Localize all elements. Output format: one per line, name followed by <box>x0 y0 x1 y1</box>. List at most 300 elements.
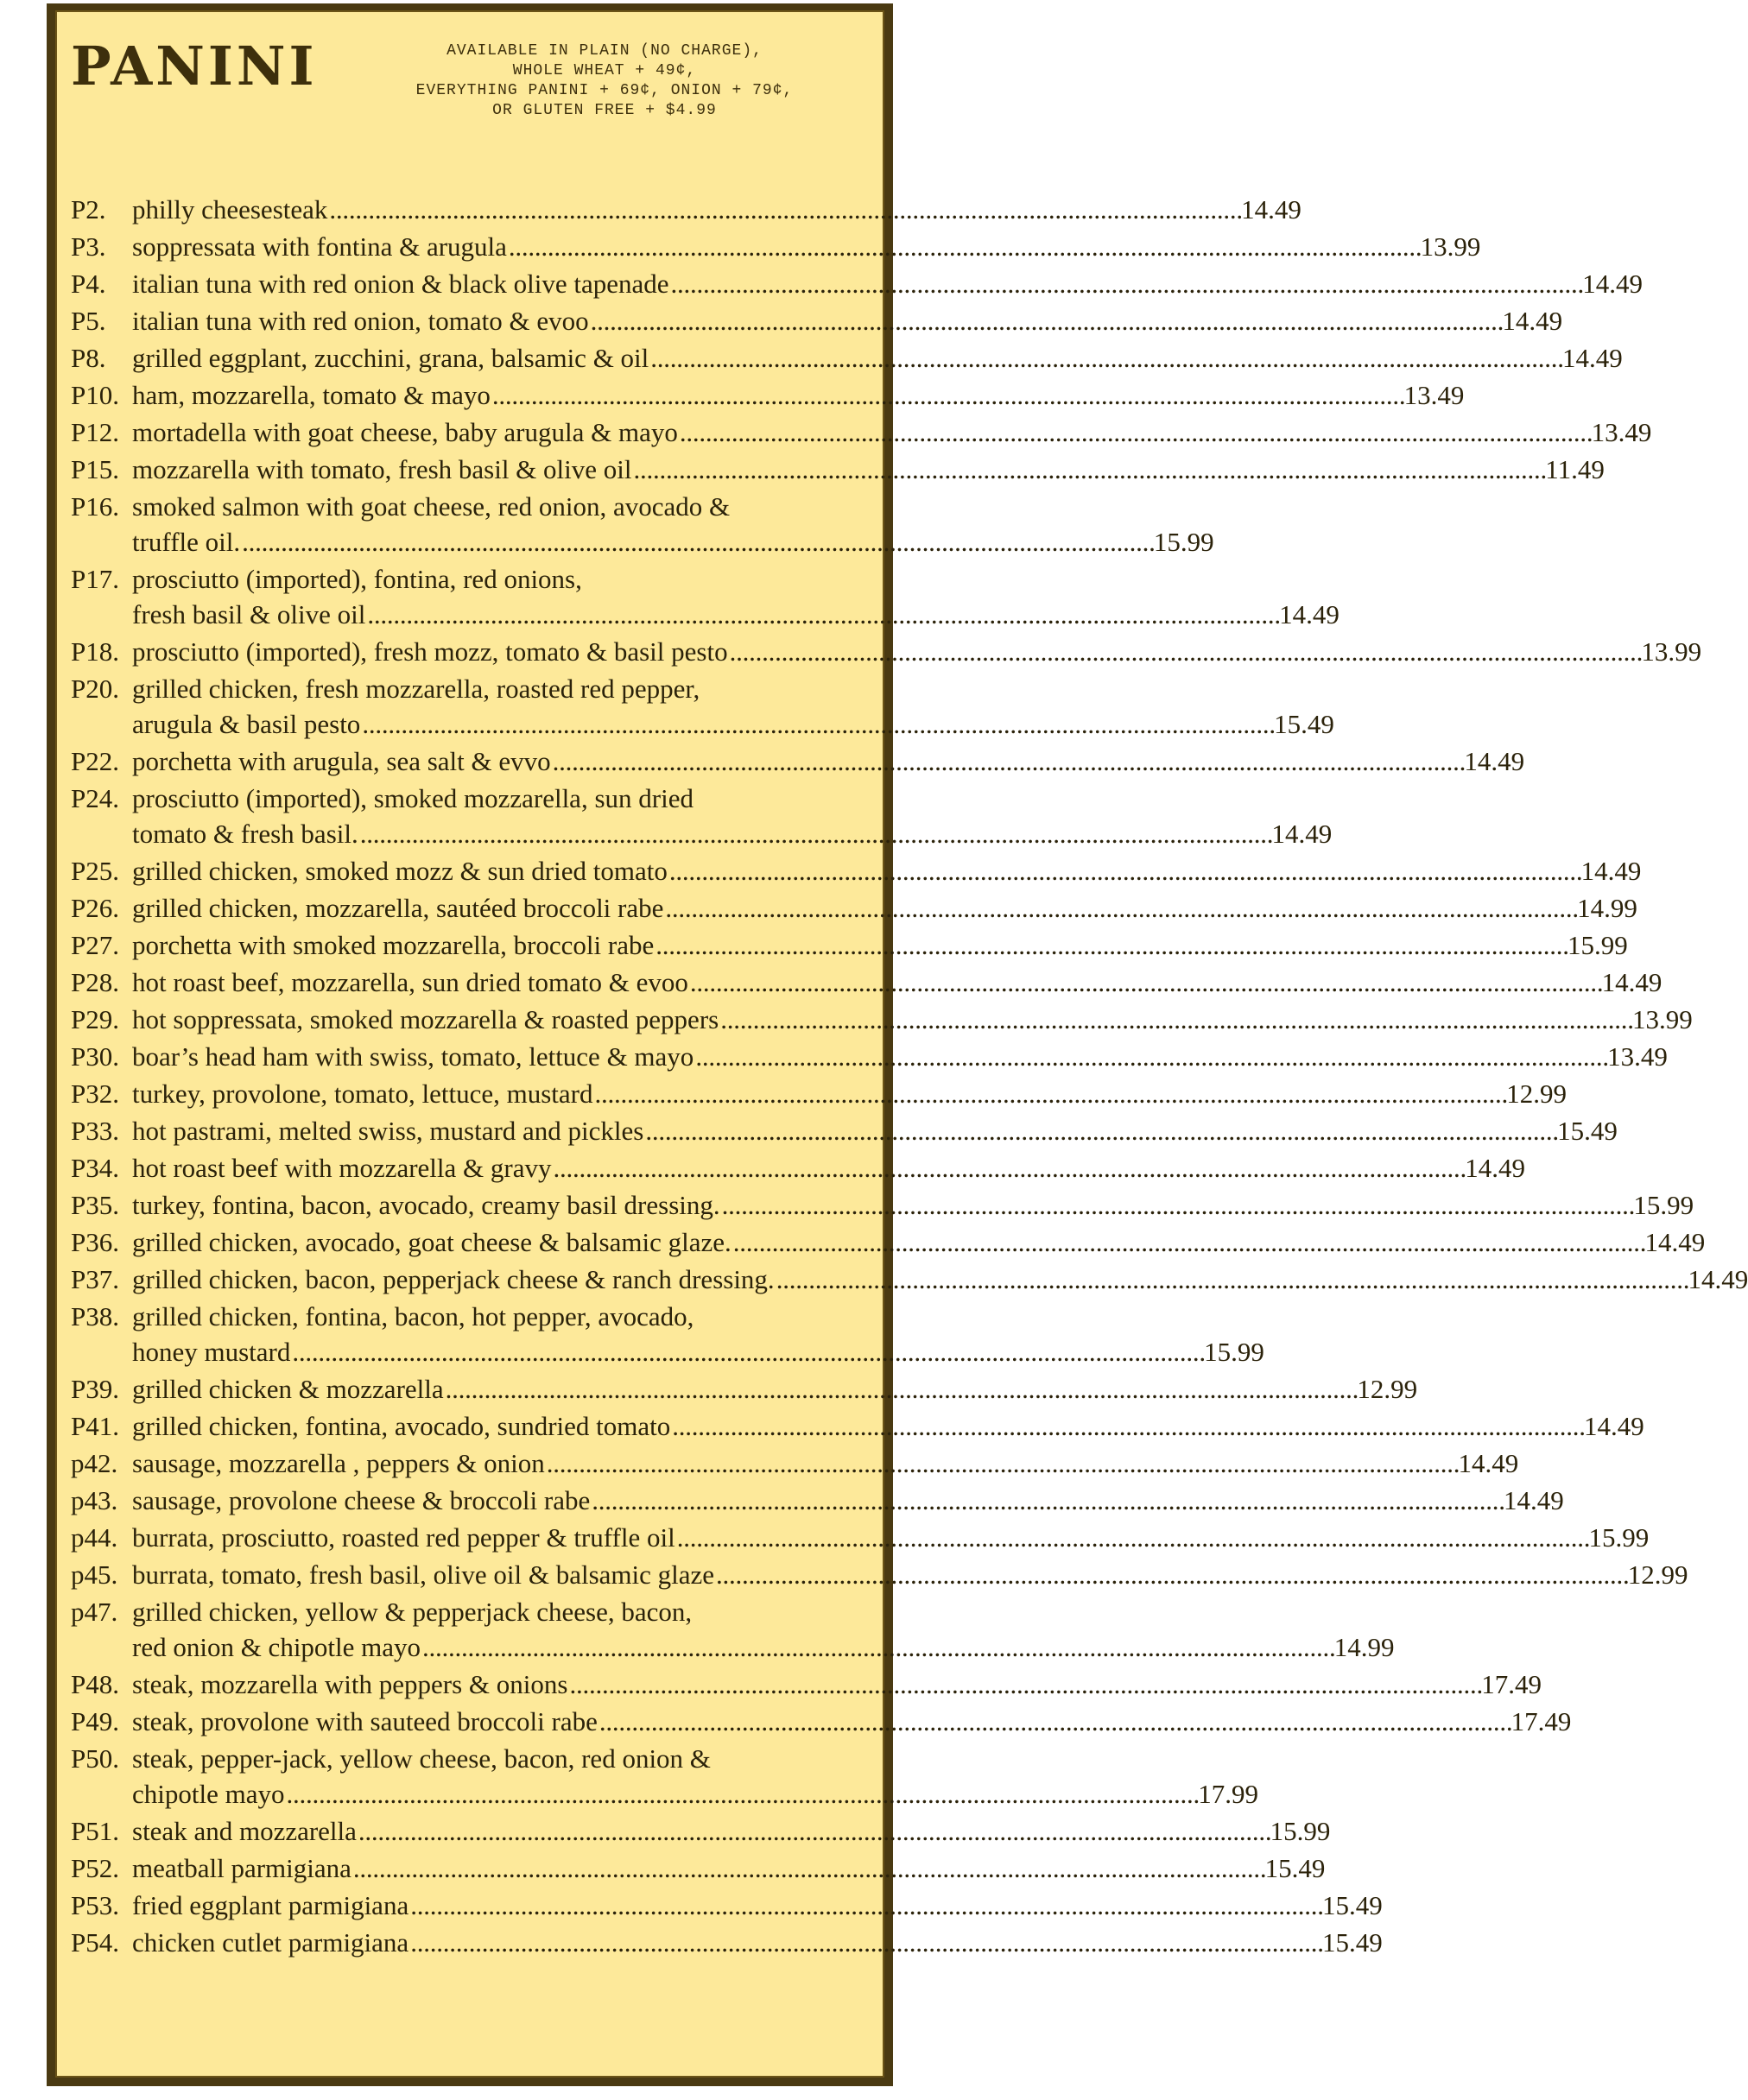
menu-item-description: porchetta with arugula, sea salt & evvo <box>132 746 551 776</box>
menu-item-body <box>132 1113 1618 1148</box>
menu-item-code: P10. <box>71 380 119 410</box>
dot-leader <box>720 1002 1631 1037</box>
menu-item-description: philly cheesesteak <box>132 194 328 225</box>
menu-item-description: chicken cutlet parmigiana <box>132 1927 409 1958</box>
menu-item-description: grilled chicken, fontina, avocado, sundried tomato <box>132 1411 671 1441</box>
menu-item-price-row <box>132 1039 1668 1074</box>
menu-item-price: 14.49 <box>1580 856 1642 886</box>
menu-item-price-row <box>132 1520 1649 1555</box>
menu-item-price: 14.49 <box>1241 194 1302 225</box>
menu-item-price: 15.49 <box>1557 1116 1618 1146</box>
menu-item-price: 14.49 <box>1584 1411 1644 1441</box>
menu-item-price: 15.99 <box>1633 1190 1694 1220</box>
dot-leader <box>669 853 1580 889</box>
dot-leader <box>367 597 1277 632</box>
menu-item-price-row <box>132 1888 1383 1923</box>
menu-item-code: P49. <box>71 1706 119 1736</box>
menu-title: PANINI <box>71 35 318 98</box>
menu-item-description: mozzarella with tomato, fresh basil & olive oil <box>132 454 632 484</box>
menu-item-price-row <box>132 1483 1564 1518</box>
menu-item-price: 11.49 <box>1545 454 1605 484</box>
menu-item <box>71 1557 1688 1592</box>
menu-item-list <box>71 192 1748 1962</box>
menu-item-description: arugula & basil pesto <box>132 709 361 739</box>
menu-item-description: grilled chicken, mozzarella, sautéed broccoli rabe <box>132 893 664 923</box>
menu-item-price-row <box>132 1776 1258 1812</box>
menu-item <box>71 853 1642 889</box>
bread-note-line: EVERYTHING PANINI + 69¢, ONION + 79¢, <box>415 82 794 99</box>
menu-item-price-row <box>132 229 1480 264</box>
menu-item-code: P54. <box>71 1927 119 1958</box>
menu-item-price-row <box>132 1925 1383 1960</box>
menu-item-body <box>132 853 1641 889</box>
menu-item-price: 14.49 <box>1503 1485 1564 1515</box>
menu-item-description: grilled chicken & mozzarella <box>132 1374 444 1404</box>
menu-item-price-row <box>132 414 1651 450</box>
menu-item <box>71 1741 1258 1812</box>
menu-item-description: italian tuna with red onion, tomato & evoo <box>132 306 589 336</box>
menu-item-price: 14.49 <box>1271 819 1333 849</box>
menu-item-description: truffle oil. <box>132 527 241 557</box>
menu-item-code: P32. <box>71 1078 119 1109</box>
menu-item-price: 13.49 <box>1403 380 1465 410</box>
dot-leader <box>594 1076 1504 1111</box>
menu-item-price: 12.99 <box>1357 1374 1418 1404</box>
menu-item-body <box>132 781 1332 851</box>
menu-item-code: P12. <box>71 417 119 447</box>
menu-item-code: P22. <box>71 746 119 776</box>
menu-item-description: grilled chicken, fresh mozzarella, roasted red pepper, <box>132 674 700 704</box>
menu-item <box>71 1113 1618 1148</box>
dot-leader <box>353 1850 1264 1886</box>
dot-leader <box>730 634 1640 669</box>
menu-item <box>71 1594 1395 1665</box>
menu-item-code: P27. <box>71 930 119 960</box>
menu-item-description: grilled eggplant, zucchini, grana, balsamic & oil <box>132 343 649 373</box>
menu-item-body <box>132 1594 1395 1665</box>
menu-item <box>71 671 1334 742</box>
menu-item-price-row <box>132 1224 1705 1260</box>
menu-item <box>71 377 1465 413</box>
menu-item-description: steak and mozzarella <box>132 1816 357 1846</box>
menu-item-price-row <box>132 1813 1330 1849</box>
menu-item-price-row <box>132 1262 1748 1297</box>
menu-item-price: 14.49 <box>1644 1227 1706 1257</box>
menu-item <box>71 414 1652 450</box>
bread-note-line: WHOLE WHEAT + 49¢, <box>512 62 697 79</box>
menu-item-price: 14.49 <box>1465 1153 1525 1183</box>
menu-item-body <box>132 303 1562 338</box>
dot-leader <box>292 1334 1202 1369</box>
menu-item-price-row <box>132 853 1641 889</box>
menu-item-body <box>132 1483 1564 1518</box>
menu-item-price-row <box>132 303 1562 338</box>
dot-leader <box>650 340 1561 376</box>
menu-item <box>71 1187 1694 1223</box>
menu-item-description: honey mustard <box>132 1337 291 1367</box>
menu-item <box>71 1039 1668 1074</box>
menu-item-price-row <box>132 1334 1264 1369</box>
menu-item-price: 14.49 <box>1502 306 1563 336</box>
menu-item-code: P39. <box>71 1374 119 1404</box>
menu-item-price-row <box>132 1002 1693 1037</box>
menu-item <box>71 1150 1525 1186</box>
menu-item-body <box>132 414 1651 450</box>
menu-item-price-row <box>132 1629 1395 1665</box>
menu-item-price-row <box>132 340 1623 376</box>
menu-item-price: 15.99 <box>1270 1816 1331 1846</box>
menu-item <box>71 965 1662 1000</box>
menu-item-price-row <box>132 1445 1518 1481</box>
menu-item-description: grilled chicken, yellow & pepperjack cheese, bacon, <box>132 1597 693 1627</box>
dot-leader <box>358 1813 1269 1849</box>
menu-item-body <box>132 1850 1325 1886</box>
dot-leader <box>569 1667 1479 1702</box>
menu-item-price: 13.99 <box>1641 636 1702 667</box>
dot-leader <box>665 890 1575 926</box>
menu-item-code: P5. <box>71 306 106 336</box>
dot-leader <box>360 816 1270 851</box>
menu-item-description: soppressata with fontina & arugula <box>132 231 507 262</box>
menu-item-description: ham, mozzarella, tomato & mayo <box>132 380 491 410</box>
menu-item-price-row <box>132 706 1334 742</box>
menu-item-body <box>132 1002 1693 1037</box>
menu-item-description: smoked salmon with goat cheese, red onion, avocado & <box>132 491 731 522</box>
menu-item-code: P28. <box>71 967 119 997</box>
menu-item-price-row <box>132 1667 1542 1702</box>
menu-item-description: hot roast beef with mozzarella & gravy <box>132 1153 552 1183</box>
menu-item-code: P48. <box>71 1669 119 1699</box>
menu-item-description: porchetta with smoked mozzarella, broccoli rabe <box>132 930 655 960</box>
menu-item-code: P52. <box>71 1853 119 1883</box>
menu-item <box>71 890 1637 926</box>
menu-item-description: sausage, provolone cheese & broccoli rabe <box>132 1485 591 1515</box>
menu-item-code: p42. <box>71 1448 118 1478</box>
menu-item-body <box>132 1520 1649 1555</box>
menu-item-body <box>132 890 1637 926</box>
menu-item-price: 14.49 <box>1458 1448 1519 1478</box>
menu-item-description: tomato & fresh basil. <box>132 819 358 849</box>
dot-leader <box>492 377 1403 413</box>
menu-item <box>71 229 1481 264</box>
menu-item <box>71 1299 1264 1369</box>
menu-item-body <box>132 452 1605 487</box>
menu-item-body <box>132 192 1302 227</box>
menu-item <box>71 1813 1331 1849</box>
menu-item <box>71 1002 1693 1037</box>
dot-leader <box>695 1039 1606 1074</box>
menu-item-price: 15.49 <box>1321 1927 1383 1958</box>
menu-item-price-row <box>132 927 1628 963</box>
menu-item-code: P26. <box>71 893 119 923</box>
menu-item-price-row <box>132 192 1302 227</box>
menu-item-price: 14.49 <box>1464 746 1525 776</box>
menu-item-price-row <box>132 743 1524 779</box>
menu-item-price: 15.99 <box>1568 930 1628 960</box>
menu-item-description: steak, provolone with sauteed broccoli rabe <box>132 1706 598 1736</box>
menu-item-price: 17.49 <box>1481 1669 1542 1699</box>
menu-item-body <box>132 927 1628 963</box>
bread-options-note <box>363 41 846 121</box>
menu-item-description: burrata, tomato, fresh basil, olive oil & balsamic glaze <box>132 1559 715 1590</box>
menu-item-code: P51. <box>71 1816 119 1846</box>
menu-item-price: 17.99 <box>1198 1779 1258 1809</box>
menu-item <box>71 634 1702 669</box>
menu-item <box>71 1483 1564 1518</box>
menu-item-price: 15.99 <box>1153 527 1214 557</box>
dot-leader <box>656 927 1566 963</box>
menu-item <box>71 1925 1383 1960</box>
menu-item-body <box>132 229 1480 264</box>
menu-item-price-row <box>132 1076 1567 1111</box>
menu-item-price: 15.49 <box>1264 1853 1326 1883</box>
menu-item-code: P25. <box>71 856 119 886</box>
menu-item-description: red onion & chipotle mayo <box>132 1632 421 1662</box>
menu-item-price-row <box>132 266 1643 301</box>
menu-item-price-row <box>132 816 1332 851</box>
menu-item-description: steak, mozzarella with peppers & onions <box>132 1669 568 1699</box>
menu-item-description: turkey, fontina, bacon, avocado, creamy basil dressing. <box>132 1190 720 1220</box>
menu-item-description: boar’s head ham with swiss, tomato, lettuce & mayo <box>132 1041 694 1072</box>
menu-item-code: P34. <box>71 1153 119 1183</box>
menu-item-code: P33. <box>71 1116 119 1146</box>
menu-item-description: turkey, provolone, tomato, lettuce, mustard <box>132 1078 593 1109</box>
menu-item-price-row <box>132 1371 1417 1407</box>
dot-leader <box>680 414 1590 450</box>
menu-item-price-row <box>132 890 1637 926</box>
menu-item-price-row <box>132 1850 1325 1886</box>
dot-leader <box>634 452 1544 487</box>
menu-item-body <box>132 489 1214 560</box>
dot-leader <box>645 1113 1555 1148</box>
menu-item-code: P18. <box>71 636 119 667</box>
menu-item-price: 13.49 <box>1591 417 1652 447</box>
menu-item-description: chipotle mayo <box>132 1779 285 1809</box>
menu-item-body <box>132 1224 1705 1260</box>
menu-item-description: italian tuna with red onion & black olive tapenade <box>132 269 669 299</box>
menu-item-price: 15.49 <box>1321 1890 1383 1920</box>
menu-item-code: p47. <box>71 1597 118 1627</box>
menu-item-description: prosciutto (imported), fontina, red onions, <box>132 564 582 594</box>
menu-item-description: sausage, mozzarella , peppers & onion <box>132 1448 545 1478</box>
menu-item-price-row <box>132 1113 1618 1148</box>
dot-leader <box>722 1187 1632 1223</box>
menu-item-description: steak, pepper-jack, yellow cheese, bacon, red onion & <box>132 1743 711 1774</box>
menu-item-price: 12.99 <box>1627 1559 1688 1590</box>
menu-item-price-row <box>132 597 1340 632</box>
menu-item-code: P37. <box>71 1264 119 1294</box>
menu-item-body <box>132 561 1340 632</box>
menu-item <box>71 743 1525 779</box>
menu-item-body <box>132 1299 1264 1369</box>
menu-item-body <box>132 634 1701 669</box>
menu-item-code: P8. <box>71 343 106 373</box>
dot-leader <box>446 1371 1356 1407</box>
bread-note-line: AVAILABLE IN PLAIN (NO CHARGE), <box>446 42 763 60</box>
menu-item-price: 12.99 <box>1506 1078 1567 1109</box>
dot-leader <box>553 1150 1463 1186</box>
dot-leader <box>592 1483 1502 1518</box>
menu-item <box>71 1224 1706 1260</box>
menu-item-price: 14.49 <box>1279 599 1340 629</box>
menu-item <box>71 781 1333 851</box>
dot-leader <box>509 229 1419 264</box>
menu-item-code: P3. <box>71 231 106 262</box>
menu-item-body <box>132 340 1623 376</box>
menu-item <box>71 1667 1542 1702</box>
menu-item-body <box>132 1925 1383 1960</box>
menu-item-code: P35. <box>71 1190 119 1220</box>
dot-leader <box>410 1888 1320 1923</box>
menu-item-price: 17.49 <box>1510 1706 1572 1736</box>
dot-leader <box>329 192 1239 227</box>
menu-item-description: grilled chicken, fontina, bacon, hot pepper, avocado, <box>132 1301 694 1331</box>
menu-item-description: meatball parmigiana <box>132 1853 352 1883</box>
menu-item-code: P15. <box>71 454 119 484</box>
menu-item-body <box>132 743 1524 779</box>
menu-item-price: 13.49 <box>1607 1041 1668 1072</box>
menu-item-code: P17. <box>71 564 119 594</box>
dot-leader <box>410 1925 1320 1960</box>
menu-item <box>71 1445 1519 1481</box>
menu-item-price: 14.99 <box>1333 1632 1395 1662</box>
menu-item-code: p45. <box>71 1559 118 1590</box>
dot-leader <box>716 1557 1626 1592</box>
menu-item-code: P20. <box>71 674 119 704</box>
menu-item <box>71 1371 1418 1407</box>
menu-item <box>71 561 1340 632</box>
dot-leader <box>677 1520 1587 1555</box>
menu-item-price-row <box>132 452 1605 487</box>
menu-item-code: P16. <box>71 491 119 522</box>
menu-item-code: P36. <box>71 1227 119 1257</box>
menu-item-price-row <box>132 377 1464 413</box>
menu-item <box>71 192 1302 227</box>
menu-item-body <box>132 1076 1567 1111</box>
menu-item-price: 13.99 <box>1631 1004 1693 1034</box>
menu-item-body <box>132 1557 1688 1592</box>
menu-item <box>71 266 1644 301</box>
menu-item-body <box>132 1262 1748 1297</box>
menu-item <box>71 452 1605 487</box>
menu-item-price: 15.99 <box>1588 1522 1650 1553</box>
menu-item <box>71 489 1214 560</box>
menu-item-price-row <box>132 634 1701 669</box>
menu-item-code: p43. <box>71 1485 118 1515</box>
dot-leader <box>599 1704 1510 1739</box>
menu-item-body <box>132 1371 1417 1407</box>
menu-item-body <box>132 1408 1644 1444</box>
dot-leader <box>422 1629 1333 1665</box>
menu-item <box>71 1520 1650 1555</box>
menu-item-code: P50. <box>71 1743 119 1774</box>
menu-item-description: hot pastrami, melted swiss, mustard and pickles <box>132 1116 644 1146</box>
menu-item <box>71 927 1628 963</box>
menu-item-price-row <box>132 1408 1644 1444</box>
menu-item-price-row <box>132 524 1214 560</box>
dot-leader <box>671 266 1581 301</box>
dot-leader <box>553 743 1463 779</box>
dot-leader <box>733 1224 1644 1260</box>
dot-leader <box>547 1445 1457 1481</box>
menu-item-price: 13.99 <box>1420 231 1481 262</box>
menu-item-price: 15.49 <box>1274 709 1334 739</box>
dot-leader <box>690 965 1600 1000</box>
menu-item-price: 14.99 <box>1577 893 1637 923</box>
menu-item-code: P29. <box>71 1004 119 1034</box>
dot-leader <box>362 706 1272 742</box>
menu-item <box>71 1262 1748 1297</box>
menu-item-code: P24. <box>71 783 119 813</box>
menu-item-description: grilled chicken, bacon, pepperjack cheese & ranch dressing. <box>132 1264 775 1294</box>
menu-item-body <box>132 1813 1330 1849</box>
menu-item-description: mortadella with goat cheese, baby arugula & mayo <box>132 417 678 447</box>
dot-leader <box>591 303 1501 338</box>
dot-leader <box>242 524 1152 560</box>
menu-item-price-row <box>132 1187 1694 1223</box>
menu-item-price-row <box>132 1150 1525 1186</box>
menu-item-description: burrata, prosciutto, roasted red pepper & truffle oil <box>132 1522 675 1553</box>
menu-item-code: P30. <box>71 1041 119 1072</box>
menu-item-price-row <box>132 1557 1688 1592</box>
menu-item-body <box>132 965 1662 1000</box>
menu-item-description: grilled chicken, smoked mozz & sun dried tomato <box>132 856 668 886</box>
menu-item <box>71 1888 1383 1923</box>
menu-item-body <box>132 1888 1383 1923</box>
bread-note-line: OR GLUTEN FREE + $4.99 <box>492 102 717 119</box>
menu-item-body <box>132 1445 1518 1481</box>
menu-item-price: 14.49 <box>1601 967 1662 997</box>
menu-item <box>71 1076 1567 1111</box>
menu-item-price: 14.49 <box>1562 343 1623 373</box>
dot-leader <box>286 1776 1196 1812</box>
menu-item-description: fresh basil & olive oil <box>132 599 366 629</box>
menu-item-price-row <box>132 1704 1571 1739</box>
menu-item-description: prosciutto (imported), smoked mozzarella, sun dried <box>132 783 694 813</box>
menu-item-description: hot soppressata, smoked mozzarella & roasted peppers <box>132 1004 719 1034</box>
menu-item <box>71 340 1623 376</box>
menu-item <box>71 1408 1644 1444</box>
menu-item-body <box>132 1667 1542 1702</box>
menu-item-price: 14.49 <box>1582 269 1644 299</box>
menu-item-code: P38. <box>71 1301 119 1331</box>
menu-item <box>71 303 1563 338</box>
menu-item-description: grilled chicken, avocado, goat cheese & balsamic glaze. <box>132 1227 732 1257</box>
menu-item-description: prosciutto (imported), fresh mozz, tomato & basil pesto <box>132 636 728 667</box>
menu-item-code: P4. <box>71 269 106 299</box>
menu-item-price-row <box>132 965 1662 1000</box>
menu-item-body <box>132 377 1464 413</box>
menu-item-body <box>132 1150 1525 1186</box>
menu-item-description: hot roast beef, mozzarella, sun dried tomato & evoo <box>132 967 688 997</box>
menu-item-body <box>132 671 1334 742</box>
menu-item-description: fried eggplant parmigiana <box>132 1890 409 1920</box>
menu-item <box>71 1850 1326 1886</box>
menu-item-body <box>132 1741 1258 1812</box>
menu-item-code: P53. <box>71 1890 119 1920</box>
menu-item-body <box>132 1704 1571 1739</box>
menu-item <box>71 1704 1572 1739</box>
dot-leader <box>776 1262 1687 1297</box>
menu-item-price: 14.49 <box>1688 1264 1748 1294</box>
menu-item-code: p44. <box>71 1522 118 1553</box>
menu-item-code: P2. <box>71 194 106 225</box>
menu-item-price: 15.99 <box>1204 1337 1264 1367</box>
menu-item-code: P41. <box>71 1411 119 1441</box>
dot-leader <box>672 1408 1582 1444</box>
menu-item-body <box>132 1187 1694 1223</box>
menu-item-body <box>132 266 1643 301</box>
